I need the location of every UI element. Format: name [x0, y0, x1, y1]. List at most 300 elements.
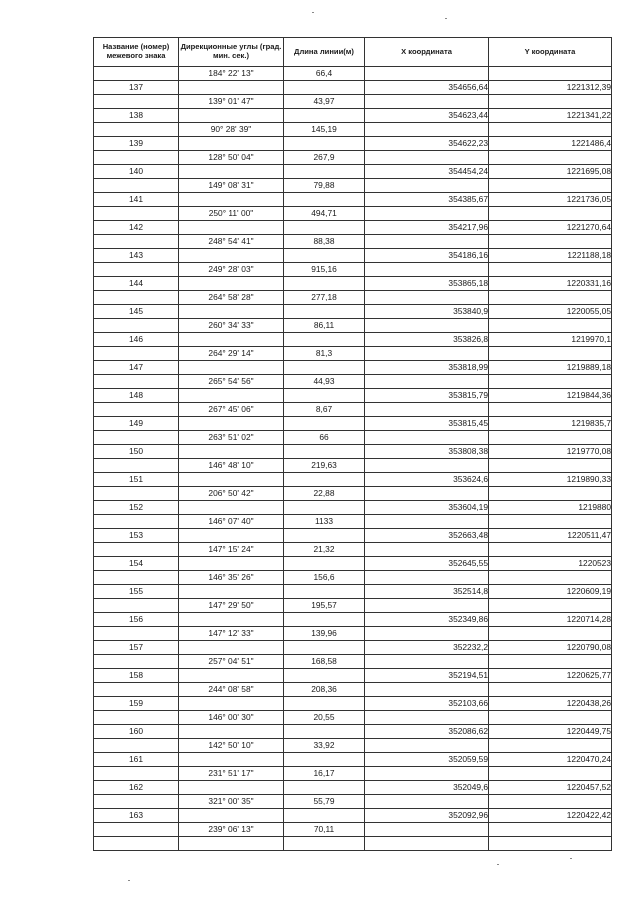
segment-length-blank — [284, 165, 365, 179]
y-coordinate-cell-blank — [489, 627, 612, 641]
segment-row — [94, 151, 612, 165]
point-name-cell-blank — [94, 95, 179, 109]
point-name: 159 — [94, 697, 179, 711]
segment-angle: 264° 58' 28" — [179, 291, 284, 305]
y-coordinate: 1219835,7 — [489, 417, 612, 431]
x-coordinate: 353604,19 — [365, 501, 489, 515]
x-coordinate-cell-blank — [365, 739, 489, 753]
point-name: 143 — [94, 249, 179, 263]
point-name-cell-blank — [94, 179, 179, 193]
segment-length-blank — [284, 809, 365, 823]
segment-row — [94, 67, 612, 81]
point-row — [94, 501, 612, 515]
point-row — [94, 837, 612, 851]
segment-length-blank — [284, 613, 365, 627]
segment-length-blank — [284, 109, 365, 123]
y-coordinate: 1219890,33 — [489, 473, 612, 487]
segment-angle-blank — [179, 193, 284, 207]
table-header — [94, 38, 612, 67]
segment-length: 66 — [284, 431, 365, 445]
segment-angle: 249° 28' 03" — [179, 263, 284, 277]
y-coordinate-cell-blank — [489, 767, 612, 781]
y-coordinate: 1220714,28 — [489, 613, 612, 627]
point-row — [94, 305, 612, 319]
x-coordinate-cell-blank — [365, 207, 489, 221]
y-coordinate-cell-blank — [489, 487, 612, 501]
y-coordinate: 1220523 — [489, 557, 612, 571]
x-coordinate: 353865,18 — [365, 277, 489, 291]
point-name: 155 — [94, 585, 179, 599]
segment-angle: 263° 51' 02" — [179, 431, 284, 445]
x-coordinate-cell-blank — [365, 263, 489, 277]
x-coordinate-cell-blank — [365, 599, 489, 613]
y-coordinate-cell-blank — [489, 95, 612, 109]
y-coordinate-cell-blank — [489, 795, 612, 809]
segment-row — [94, 571, 612, 585]
y-coordinate: 1221312,39 — [489, 81, 612, 95]
y-coordinate: 1221188,18 — [489, 249, 612, 263]
segment-row — [94, 711, 612, 725]
segment-length: 79,88 — [284, 179, 365, 193]
y-coordinate: 1220438,26 — [489, 697, 612, 711]
segment-angle: 265° 54' 56" — [179, 375, 284, 389]
point-name-cell-blank — [94, 515, 179, 529]
x-coordinate-cell-blank — [365, 655, 489, 669]
segment-length-blank — [284, 529, 365, 543]
x-coordinate: 352049,6 — [365, 781, 489, 795]
point-name: 156 — [94, 613, 179, 627]
y-coordinate: 1219770,08 — [489, 445, 612, 459]
point-name: 139 — [94, 137, 179, 151]
segment-length: 1133 — [284, 515, 365, 529]
segment-length: 168,58 — [284, 655, 365, 669]
point-row — [94, 417, 612, 431]
point-name — [94, 837, 179, 851]
x-coordinate: 352514,8 — [365, 585, 489, 599]
point-name: 163 — [94, 809, 179, 823]
point-name: 140 — [94, 165, 179, 179]
segment-angle-blank — [179, 473, 284, 487]
segment-length: 81,3 — [284, 347, 365, 361]
header-name: Название (номер) межевого знака — [94, 38, 179, 67]
survey-coordinates-table — [93, 37, 612, 851]
point-name-cell-blank — [94, 627, 179, 641]
x-coordinate-cell-blank — [365, 403, 489, 417]
y-coordinate: 1220449,75 — [489, 725, 612, 739]
x-coordinate-cell-blank — [365, 543, 489, 557]
segment-angle-blank — [179, 445, 284, 459]
point-name-cell-blank — [94, 599, 179, 613]
y-coordinate: 1221270,64 — [489, 221, 612, 235]
x-coordinate-cell-blank — [365, 683, 489, 697]
scan-speck — [497, 864, 499, 865]
segment-length-blank — [284, 641, 365, 655]
segment-angle-blank — [179, 613, 284, 627]
point-row — [94, 557, 612, 571]
x-coordinate-cell-blank — [365, 431, 489, 445]
point-name: 141 — [94, 193, 179, 207]
segment-angle: 248° 54' 41" — [179, 235, 284, 249]
y-coordinate-cell-blank — [489, 543, 612, 557]
segment-angle-blank — [179, 389, 284, 403]
x-coordinate: 353818,99 — [365, 361, 489, 375]
y-coordinate: 1220331,16 — [489, 277, 612, 291]
y-coordinate-cell-blank — [489, 291, 612, 305]
segment-angle: 147° 15' 24" — [179, 543, 284, 557]
x-coordinate-cell-blank — [365, 67, 489, 81]
y-coordinate: 1221341,22 — [489, 109, 612, 123]
point-name-cell-blank — [94, 795, 179, 809]
segment-length: 70,11 — [284, 823, 365, 837]
point-name: 147 — [94, 361, 179, 375]
point-row — [94, 585, 612, 599]
y-coordinate-cell-blank — [489, 151, 612, 165]
segment-angle: 267° 45' 06" — [179, 403, 284, 417]
header-row — [94, 38, 612, 67]
y-coordinate: 1220790,08 — [489, 641, 612, 655]
segment-length: 33,92 — [284, 739, 365, 753]
y-coordinate-cell-blank — [489, 403, 612, 417]
point-name: 144 — [94, 277, 179, 291]
x-coordinate-cell-blank — [365, 235, 489, 249]
segment-length: 43,97 — [284, 95, 365, 109]
segment-row — [94, 291, 612, 305]
segment-length: 139,96 — [284, 627, 365, 641]
y-coordinate-cell-blank — [489, 207, 612, 221]
segment-length-blank — [284, 697, 365, 711]
point-row — [94, 109, 612, 123]
point-name-cell-blank — [94, 739, 179, 753]
point-row — [94, 473, 612, 487]
segment-angle-blank — [179, 501, 284, 515]
point-name-cell-blank — [94, 823, 179, 837]
segment-row — [94, 459, 612, 473]
y-coordinate-cell-blank — [489, 571, 612, 585]
segment-length: 66,4 — [284, 67, 365, 81]
point-name-cell-blank — [94, 543, 179, 557]
segment-angle: 146° 07' 40" — [179, 515, 284, 529]
y-coordinate: 1219889,18 — [489, 361, 612, 375]
segment-length-blank — [284, 417, 365, 431]
segment-row — [94, 375, 612, 389]
segment-row — [94, 263, 612, 277]
segment-row — [94, 207, 612, 221]
segment-length: 22,88 — [284, 487, 365, 501]
segment-length-blank — [284, 81, 365, 95]
segment-length: 156,6 — [284, 571, 365, 585]
segment-length-blank — [284, 753, 365, 767]
x-coordinate: 354454,24 — [365, 165, 489, 179]
x-coordinate: 353815,79 — [365, 389, 489, 403]
point-name-cell-blank — [94, 767, 179, 781]
segment-length-blank — [284, 221, 365, 235]
point-name: 161 — [94, 753, 179, 767]
segment-angle: 321° 00' 35" — [179, 795, 284, 809]
point-name-cell-blank — [94, 291, 179, 305]
segment-angle-blank — [179, 361, 284, 375]
y-coordinate-cell-blank — [489, 655, 612, 669]
segment-length: 195,57 — [284, 599, 365, 613]
segment-length: 219,63 — [284, 459, 365, 473]
segment-angle-blank — [179, 641, 284, 655]
header-y: Y координата — [489, 38, 612, 67]
segment-angle: 90° 28' 39" — [179, 123, 284, 137]
point-name: 148 — [94, 389, 179, 403]
y-coordinate: 1221695,08 — [489, 165, 612, 179]
point-row — [94, 641, 612, 655]
segment-angle: 149° 08' 31" — [179, 179, 284, 193]
y-coordinate-cell-blank — [489, 123, 612, 137]
segment-row — [94, 235, 612, 249]
segment-row — [94, 347, 612, 361]
y-coordinate-cell-blank — [489, 431, 612, 445]
segment-length-blank — [284, 669, 365, 683]
point-name: 154 — [94, 557, 179, 571]
x-coordinate: 352232,2 — [365, 641, 489, 655]
point-row — [94, 165, 612, 179]
segment-length-blank — [284, 249, 365, 263]
segment-row — [94, 599, 612, 613]
segment-row — [94, 95, 612, 109]
point-name-cell-blank — [94, 403, 179, 417]
point-row — [94, 753, 612, 767]
point-row — [94, 193, 612, 207]
x-coordinate: 354623,44 — [365, 109, 489, 123]
y-coordinate-cell-blank — [489, 823, 612, 837]
segment-length-blank — [284, 305, 365, 319]
segment-angle-blank — [179, 809, 284, 823]
segment-angle: 147° 29' 50" — [179, 599, 284, 613]
x-coordinate-cell-blank — [365, 319, 489, 333]
y-coordinate: 1219970,1 — [489, 333, 612, 347]
y-coordinate: 1219880 — [489, 501, 612, 515]
segment-angle-blank — [179, 81, 284, 95]
x-coordinate: 352663,48 — [365, 529, 489, 543]
x-coordinate: 352092,96 — [365, 809, 489, 823]
x-coordinate: 354186,16 — [365, 249, 489, 263]
y-coordinate-cell-blank — [489, 67, 612, 81]
segment-length-blank — [284, 585, 365, 599]
segment-angle-blank — [179, 137, 284, 151]
point-name: 149 — [94, 417, 179, 431]
point-row — [94, 389, 612, 403]
segment-angle-blank — [179, 725, 284, 739]
segment-angle-blank — [179, 221, 284, 235]
segment-length: 20,55 — [284, 711, 365, 725]
scan-speck — [128, 880, 130, 881]
segment-row — [94, 487, 612, 501]
segment-row — [94, 739, 612, 753]
segment-angle-blank — [179, 669, 284, 683]
segment-length: 55,79 — [284, 795, 365, 809]
segment-row — [94, 627, 612, 641]
x-coordinate: 352349,86 — [365, 613, 489, 627]
segment-angle-blank — [179, 277, 284, 291]
segment-row — [94, 515, 612, 529]
segment-angle-blank — [179, 585, 284, 599]
segment-length: 494,71 — [284, 207, 365, 221]
y-coordinate-cell-blank — [489, 515, 612, 529]
x-coordinate — [365, 837, 489, 851]
segment-row — [94, 655, 612, 669]
segment-angle: 231° 51' 17" — [179, 767, 284, 781]
point-name: 138 — [94, 109, 179, 123]
segment-angle-blank — [179, 781, 284, 795]
point-row — [94, 137, 612, 151]
point-row — [94, 725, 612, 739]
segment-row — [94, 179, 612, 193]
x-coordinate-cell-blank — [365, 347, 489, 361]
segment-angle: 146° 48' 10" — [179, 459, 284, 473]
point-name: 151 — [94, 473, 179, 487]
y-coordinate-cell-blank — [489, 599, 612, 613]
y-coordinate: 1220511,47 — [489, 529, 612, 543]
x-coordinate-cell-blank — [365, 515, 489, 529]
segment-length-blank — [284, 193, 365, 207]
point-name-cell-blank — [94, 375, 179, 389]
segment-angle-blank — [179, 753, 284, 767]
x-coordinate-cell-blank — [365, 375, 489, 389]
segment-angle-blank — [179, 305, 284, 319]
point-name-cell-blank — [94, 67, 179, 81]
x-coordinate-cell-blank — [365, 711, 489, 725]
point-name: 158 — [94, 669, 179, 683]
point-name-cell-blank — [94, 683, 179, 697]
segment-length-blank — [284, 837, 365, 851]
point-name-cell-blank — [94, 263, 179, 277]
point-name: 145 — [94, 305, 179, 319]
y-coordinate: 1220422,42 — [489, 809, 612, 823]
segment-row — [94, 123, 612, 137]
segment-angle-blank — [179, 165, 284, 179]
point-row — [94, 81, 612, 95]
point-name-cell-blank — [94, 459, 179, 473]
segment-angle: 146° 35' 26" — [179, 571, 284, 585]
y-coordinate: 1220055,05 — [489, 305, 612, 319]
point-row — [94, 333, 612, 347]
y-coordinate: 1220457,52 — [489, 781, 612, 795]
point-name-cell-blank — [94, 235, 179, 249]
x-coordinate: 354622,23 — [365, 137, 489, 151]
segment-length: 86,11 — [284, 319, 365, 333]
point-name: 146 — [94, 333, 179, 347]
point-name-cell-blank — [94, 151, 179, 165]
point-name: 162 — [94, 781, 179, 795]
x-coordinate: 352645,55 — [365, 557, 489, 571]
point-name: 142 — [94, 221, 179, 235]
x-coordinate: 353826,8 — [365, 333, 489, 347]
point-row — [94, 277, 612, 291]
segment-row — [94, 431, 612, 445]
point-name-cell-blank — [94, 487, 179, 501]
scan-speck — [570, 858, 572, 859]
segment-length: 21,32 — [284, 543, 365, 557]
segment-length: 277,18 — [284, 291, 365, 305]
y-coordinate-cell-blank — [489, 347, 612, 361]
x-coordinate-cell-blank — [365, 95, 489, 109]
segment-angle: 257° 04' 51" — [179, 655, 284, 669]
point-name-cell-blank — [94, 711, 179, 725]
y-coordinate-cell-blank — [489, 711, 612, 725]
point-name: 137 — [94, 81, 179, 95]
y-coordinate: 1220609,19 — [489, 585, 612, 599]
segment-length: 915,16 — [284, 263, 365, 277]
x-coordinate: 353840,9 — [365, 305, 489, 319]
segment-length-blank — [284, 445, 365, 459]
table-body — [94, 67, 612, 851]
segment-row — [94, 683, 612, 697]
point-name-cell-blank — [94, 347, 179, 361]
segment-length-blank — [284, 501, 365, 515]
y-coordinate-cell-blank — [489, 179, 612, 193]
x-coordinate-cell-blank — [365, 291, 489, 305]
point-row — [94, 781, 612, 795]
point-name-cell-blank — [94, 571, 179, 585]
segment-length: 208,36 — [284, 683, 365, 697]
x-coordinate-cell-blank — [365, 627, 489, 641]
x-coordinate: 352086,62 — [365, 725, 489, 739]
segment-length-blank — [284, 473, 365, 487]
header-angles: Дирекционные углы (град. мин. сек.) — [179, 38, 284, 67]
point-row — [94, 361, 612, 375]
x-coordinate-cell-blank — [365, 123, 489, 137]
y-coordinate: 1219844,36 — [489, 389, 612, 403]
segment-length: 44,93 — [284, 375, 365, 389]
point-name-cell-blank — [94, 655, 179, 669]
point-name: 150 — [94, 445, 179, 459]
segment-row — [94, 823, 612, 837]
segment-angle: 244° 08' 58" — [179, 683, 284, 697]
segment-angle: 264° 29' 14" — [179, 347, 284, 361]
segment-row — [94, 767, 612, 781]
segment-length-blank — [284, 137, 365, 151]
x-coordinate: 353808,38 — [365, 445, 489, 459]
scan-speck — [445, 18, 447, 19]
x-coordinate-cell-blank — [365, 151, 489, 165]
point-name-cell-blank — [94, 207, 179, 221]
x-coordinate: 354217,96 — [365, 221, 489, 235]
point-row — [94, 529, 612, 543]
segment-row — [94, 403, 612, 417]
x-coordinate: 353624,6 — [365, 473, 489, 487]
segment-angle: 142° 50' 10" — [179, 739, 284, 753]
segment-angle: 250° 11' 00" — [179, 207, 284, 221]
segment-length: 88,38 — [284, 235, 365, 249]
segment-angle: 206° 50' 42" — [179, 487, 284, 501]
header-x: X координата — [365, 38, 489, 67]
y-coordinate-cell-blank — [489, 739, 612, 753]
segment-angle-blank — [179, 697, 284, 711]
segment-angle: 184° 22' 13" — [179, 67, 284, 81]
point-name-cell-blank — [94, 123, 179, 137]
y-coordinate: 1221486,4 — [489, 137, 612, 151]
scan-speck — [312, 12, 314, 13]
segment-length: 267,9 — [284, 151, 365, 165]
segment-angle: 260° 34' 33" — [179, 319, 284, 333]
point-name: 160 — [94, 725, 179, 739]
segment-angle: 139° 01' 47" — [179, 95, 284, 109]
segment-angle-blank — [179, 529, 284, 543]
segment-angle: 239° 06' 13" — [179, 823, 284, 837]
y-coordinate-cell-blank — [489, 319, 612, 333]
segment-angle: 147° 12' 33" — [179, 627, 284, 641]
x-coordinate-cell-blank — [365, 459, 489, 473]
segment-length-blank — [284, 389, 365, 403]
segment-length-blank — [284, 333, 365, 347]
x-coordinate: 354656,64 — [365, 81, 489, 95]
x-coordinate-cell-blank — [365, 179, 489, 193]
x-coordinate-cell-blank — [365, 767, 489, 781]
